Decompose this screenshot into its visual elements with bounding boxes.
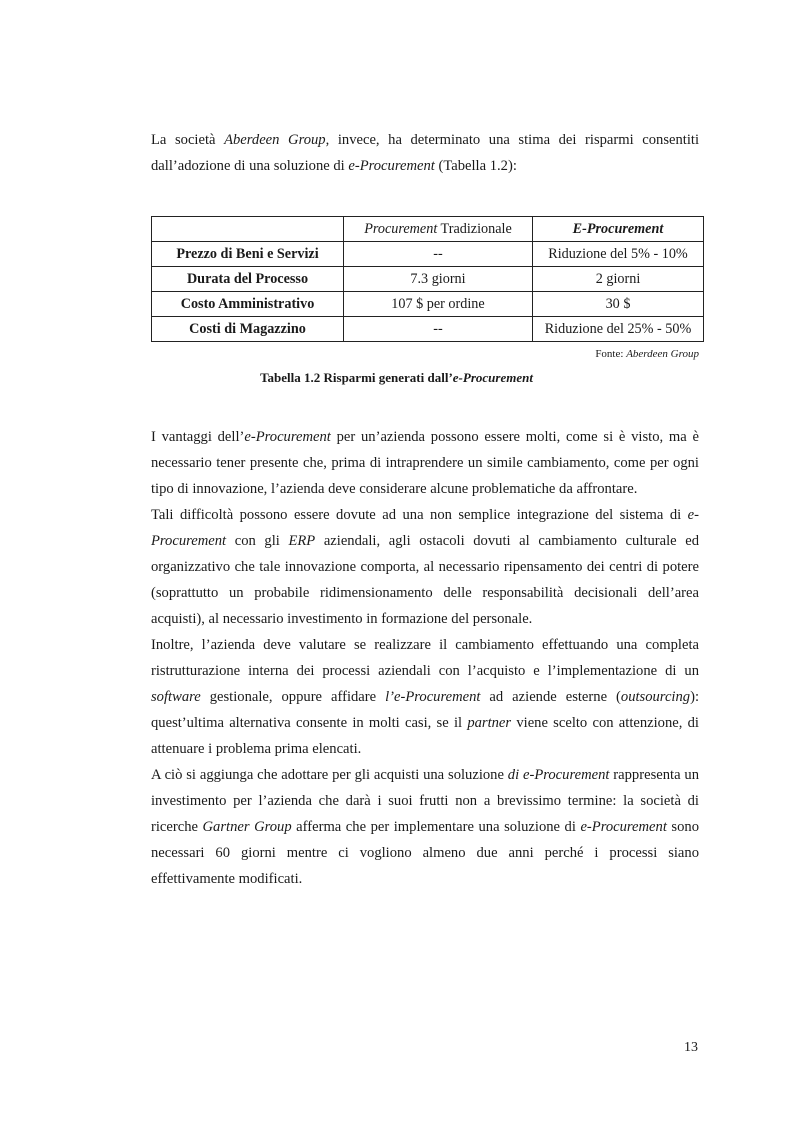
empty-header-cell (152, 217, 344, 242)
text-span: sono necessari 60 giorni mentre ci vogliono almeno due anni perché i processi siano effettivamente modificati. (151, 819, 699, 887)
table-source (595, 348, 699, 360)
text-span: aziendali, agli ostacoli dovuti al cambiamento culturale ed organizzativo che tale innovazione comporta, al necessario ripensamento dei centri di potere (soprattutto un probabile ridimensionamento delle responsabilità decisionali dell’area acquisti), al necessario investimento in formazione del personale. (151, 533, 699, 627)
eprocurement-cell: 30 $ (533, 292, 704, 317)
italic-span: Gartner Group (202, 819, 292, 835)
paragraph (151, 762, 699, 892)
text-span: ad aziende esterne ( (480, 689, 621, 705)
paragraph (151, 632, 699, 762)
page-number: 13 (684, 1040, 698, 1055)
intro-paragraph (151, 127, 699, 179)
text-span: , invece, ha determinato una stima dei risparmi consentiti dall’adozione di una soluzione di (151, 132, 699, 174)
text-span: Inoltre, l’azienda deve valutare se realizzare il cambiamento effettuando una completa ristrutturazione interna dei processi aziendali con l’acquisto e l’implementazione di un (151, 637, 699, 679)
table-row (152, 242, 704, 267)
text-span: per un’azienda possono essere molti, come si è visto, ma è necessario tener presente che, prima di intraprendere un simile cambiamento, come per ogni tipo di innovazione, l’azienda deve considerare alcune problematiche da affrontare. (151, 429, 699, 497)
row-label: Durata del Processo (152, 267, 344, 292)
paragraph (151, 424, 699, 502)
italic-span: di e-Procurement (507, 767, 610, 783)
table-row (152, 292, 704, 317)
caption-prefix: Tabella 1.2 Risparmi generati dall’ (260, 370, 453, 385)
header-italic: Procurement (364, 221, 438, 237)
text-span: con gli (226, 533, 289, 549)
header-rest: Tradizionale (437, 221, 512, 237)
header-label: E-Procurement (572, 221, 664, 237)
source-name: Aberdeen Group (626, 348, 699, 360)
italic-span: e-Procurement (580, 819, 667, 835)
text-span: afferma che per implementare una soluzione di (291, 819, 581, 835)
text-span: La società (151, 132, 225, 148)
traditional-cell: -- (344, 317, 533, 342)
text-span: (Tabella 1.2): (434, 158, 517, 174)
text-span: gestionale, oppure affidare (200, 689, 386, 705)
body-text (151, 424, 699, 892)
text-span: I vantaggi dell’ (151, 429, 245, 445)
caption-italic: e-Procurement (452, 370, 533, 385)
header-traditional (344, 217, 533, 242)
italic-span: partner (467, 715, 512, 731)
italic-span: e-Procurement (151, 507, 699, 549)
header-eprocurement (533, 217, 704, 242)
row-label: Prezzo di Beni e Servizi (152, 242, 344, 267)
table-row (152, 267, 704, 292)
italic-span: e-Procurement (348, 158, 435, 174)
text-span: ): quest’ultima alternativa consente in molti casi, se il (151, 689, 699, 731)
traditional-cell: 7.3 giorni (344, 267, 533, 292)
eprocurement-cell: Riduzione del 5% - 10% (533, 242, 704, 267)
text-span: rappresenta un investimento per l’azienda che darà i suoi frutti non a brevissimo termine: la società di ricerche (151, 767, 699, 835)
italic-span: ERP (288, 533, 316, 549)
savings-table (151, 216, 704, 342)
italic-span: e-Procurement (244, 429, 331, 445)
paragraph (151, 502, 699, 632)
italic-span: l’e-Procurement (385, 689, 481, 705)
text-span: A ciò si aggiunga che adottare per gli acquisti una soluzione (151, 767, 508, 783)
italic-span: software (151, 689, 201, 705)
source-prefix: Fonte: (595, 348, 627, 360)
text-span: Tali difficoltà possono essere dovute ad una non semplice integrazione del sistema di (151, 507, 688, 523)
traditional-cell: -- (344, 242, 533, 267)
table-caption (0, 370, 793, 386)
text-span: viene scelto con attenzione, di attenuare i problema prima elencati. (151, 715, 699, 757)
eprocurement-cell: Riduzione del 25% - 50% (533, 317, 704, 342)
row-label: Costi di Magazzino (152, 317, 344, 342)
table-row (152, 317, 704, 342)
row-label: Costo Amministrativo (152, 292, 344, 317)
table-header-row (152, 217, 704, 242)
italic-span: outsourcing (620, 689, 691, 705)
traditional-cell: 107 $ per ordine (344, 292, 533, 317)
italic-span: Aberdeen Group (224, 132, 326, 148)
eprocurement-cell: 2 giorni (533, 267, 704, 292)
